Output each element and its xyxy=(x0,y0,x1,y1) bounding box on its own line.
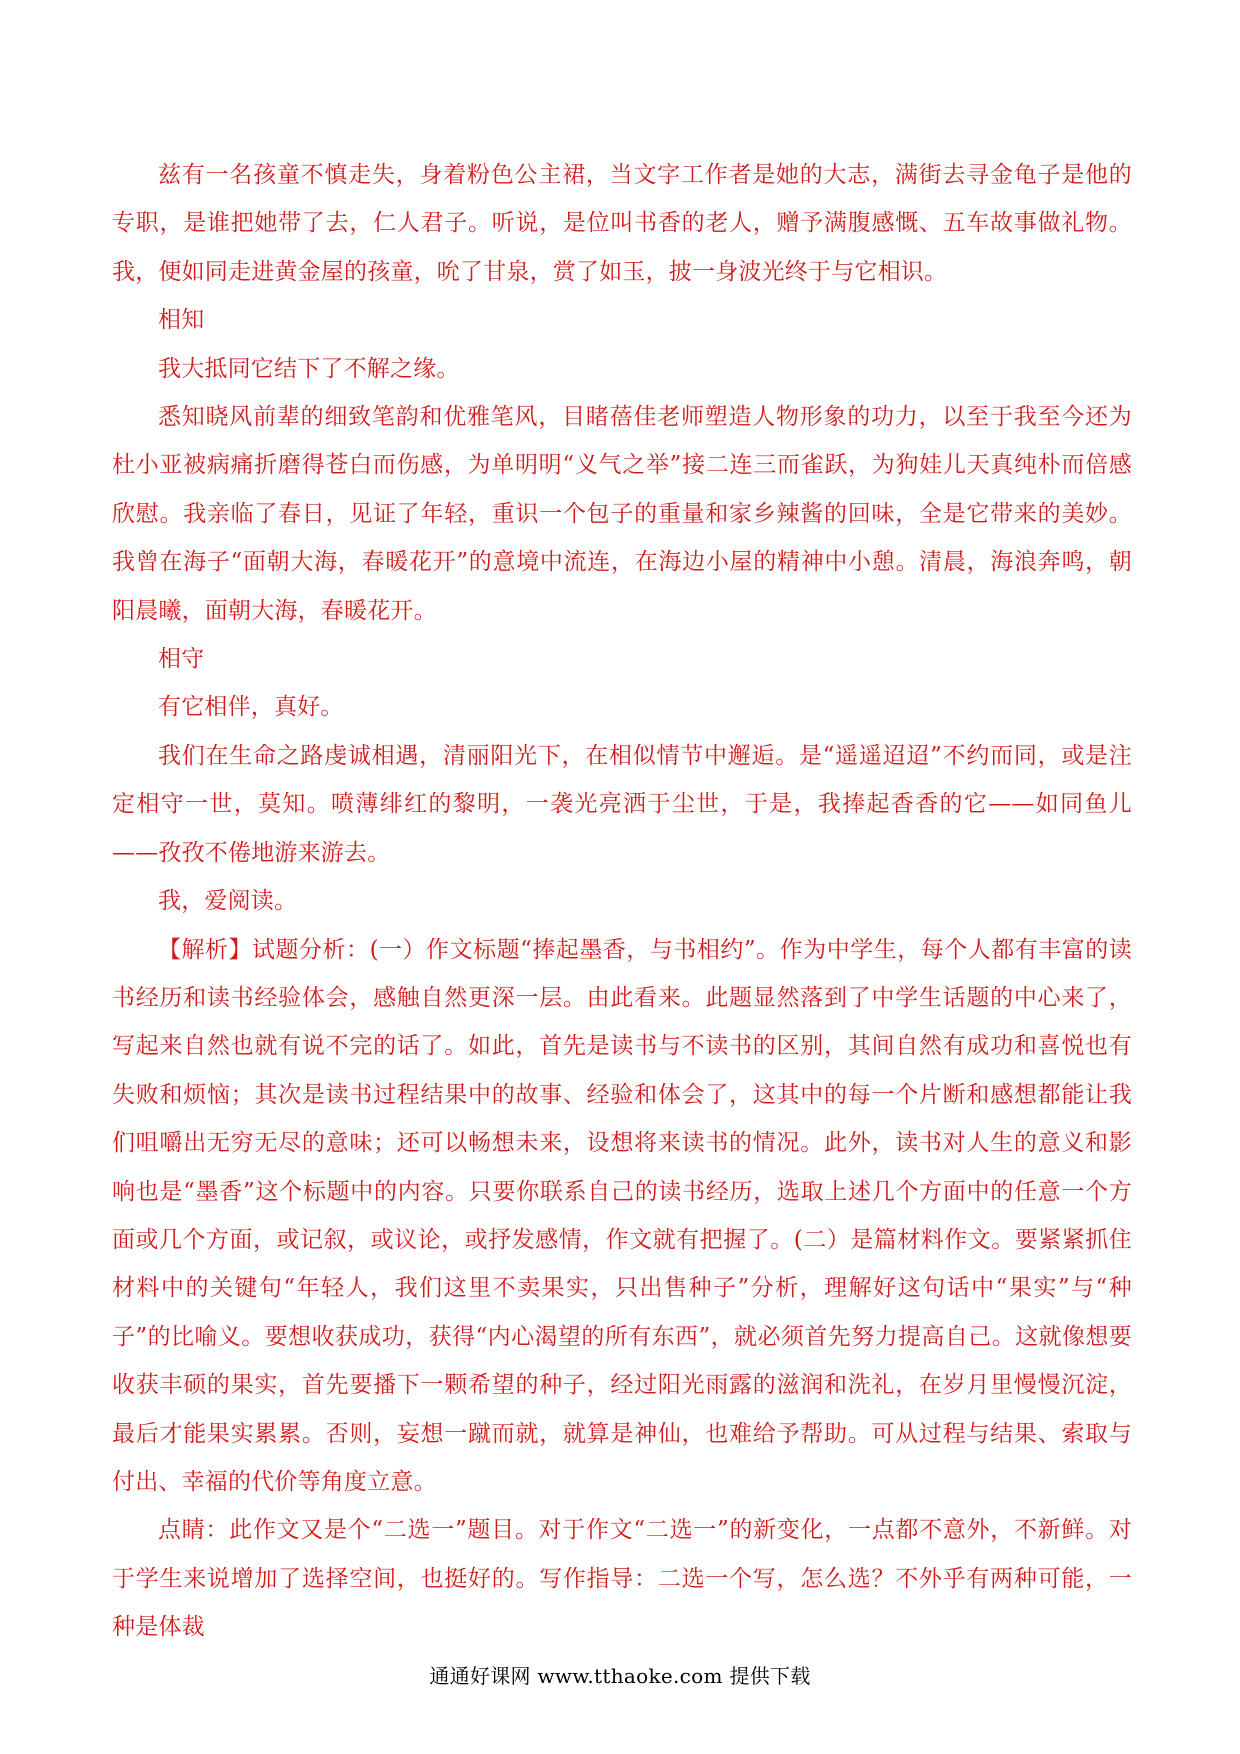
page-footer: 通通好课网 www.tthaoke.com 提供下载 xyxy=(429,1664,811,1688)
analysis-label: 【解析】 xyxy=(158,936,253,963)
paragraph-encounter: 我们在生命之路虔诚相遇，清丽阳光下，在相似情节中邂逅。是“遥遥迢迢”不约而同，或是注定相守一世，莫知。喷薄绯红的黎明，一袭光亮洒于尘世，于是，我捧起香香的它——如同鱼儿——孜孜不倦地游来游去。 xyxy=(112,742,1132,866)
dianjing-paragraph: 点睛：此作文又是个“二选一”题目。对于作文“二选一”的新变化，一点都不意外，不新鲜。对于学生来说增加了选择空间，也挺好的。写作指导：二选一个写，怎么选？不外乎有两种可能，一种是体裁 xyxy=(112,1517,1132,1641)
paragraph-bond: 我大抵同它结下了不解之缘。 xyxy=(158,355,460,382)
analysis-paragraph xyxy=(112,926,1132,1507)
paragraph-intro: 兹有一名孩童不慎走失，身着粉色公主裙，当文字工作者是她的大志，满街去寻金龟子是他的专职，是谁把她带了去，仁人君子。听说，是位叫书香的老人，赠予满腹感慨、五车故事做礼物。我，便如同走进黄金屋的孩童，吮了甘泉，赏了如玉，披一身波光终于与它相识。 xyxy=(112,162,1132,285)
paragraph-reading-memories: 悉知晓风前辈的细致笔韵和优雅笔风，目睹蓓佳老师塑造人物形象的功力，以至于我至今还为杜小亚被病痛折磨得苍白而伤感，为单明明“义气之举”接二连三而雀跃，为狗娃儿天真纯朴而倍感欣慰。我亲临了春日，见证了年轻，重识一个包子的重量和家乡辣酱的回味，全是它带来的美妙。我曾在海子“面朝大海，春暖花开”的意境中流连，在海边小屋的精神中小憩。清晨，海浪奔鸣，朝阳晨曦，面朝大海，春暖花开。 xyxy=(112,404,1132,624)
essay-content xyxy=(112,151,1132,1652)
paragraph-conclusion: 我，爱阅读。 xyxy=(158,888,298,915)
paragraph-companion: 有它相伴，真好。 xyxy=(158,694,344,721)
section-heading-xiangshou: 相守 xyxy=(158,646,205,673)
analysis-text: 试题分析：(一）作文标题“捧起墨香，与书相约”。作为中学生，每个人都有丰富的读书经历和读书经验体会，感触自然更深一层。由此看来。此题显然落到了中学生话题的中心来了，写起来自然也就有说不完的话了。如此，首先是读书与不读书的区别，其间自然有成功和喜悦也有失败和烦恼；其次是读书过程结果中的故事、经验和体会了，这其中的每一个片断和感想都能让我们咀嚼出无穷无尽的意味；还可以畅想未来，设想将来读书的情况。此外，读书对人生的意义和影响也是“墨香”这个标题中的内容。只要你联系自己的读书经历，选取上述几个方面中的任意一个方面或几个方面，或记叙，或议论，或抒发感情，作文就有把握了。(二）是篇材料作文。要紧紧抓住材料中的关键句“年轻人，我们这里不卖果实，只出售种子”分析，理解好这句话中“果实”与“种子”的比喻义。要想收获成功，获得“内心渴望的所有东西”，就必须首先努力提高自己。这就像想要收获丰硕的果实，首先要播下一颗希望的种子，经过阳光雨露的滋润和洗礼，在岁月里慢慢沉淀，最后才能果实累累。否则，妄想一蹴而就，就算是神仙，也难给予帮助。可从过程与结果、索取与付出、幸福的代价等角度立意。 xyxy=(112,936,1132,1495)
section-heading-xiangzhi: 相知 xyxy=(158,307,205,334)
